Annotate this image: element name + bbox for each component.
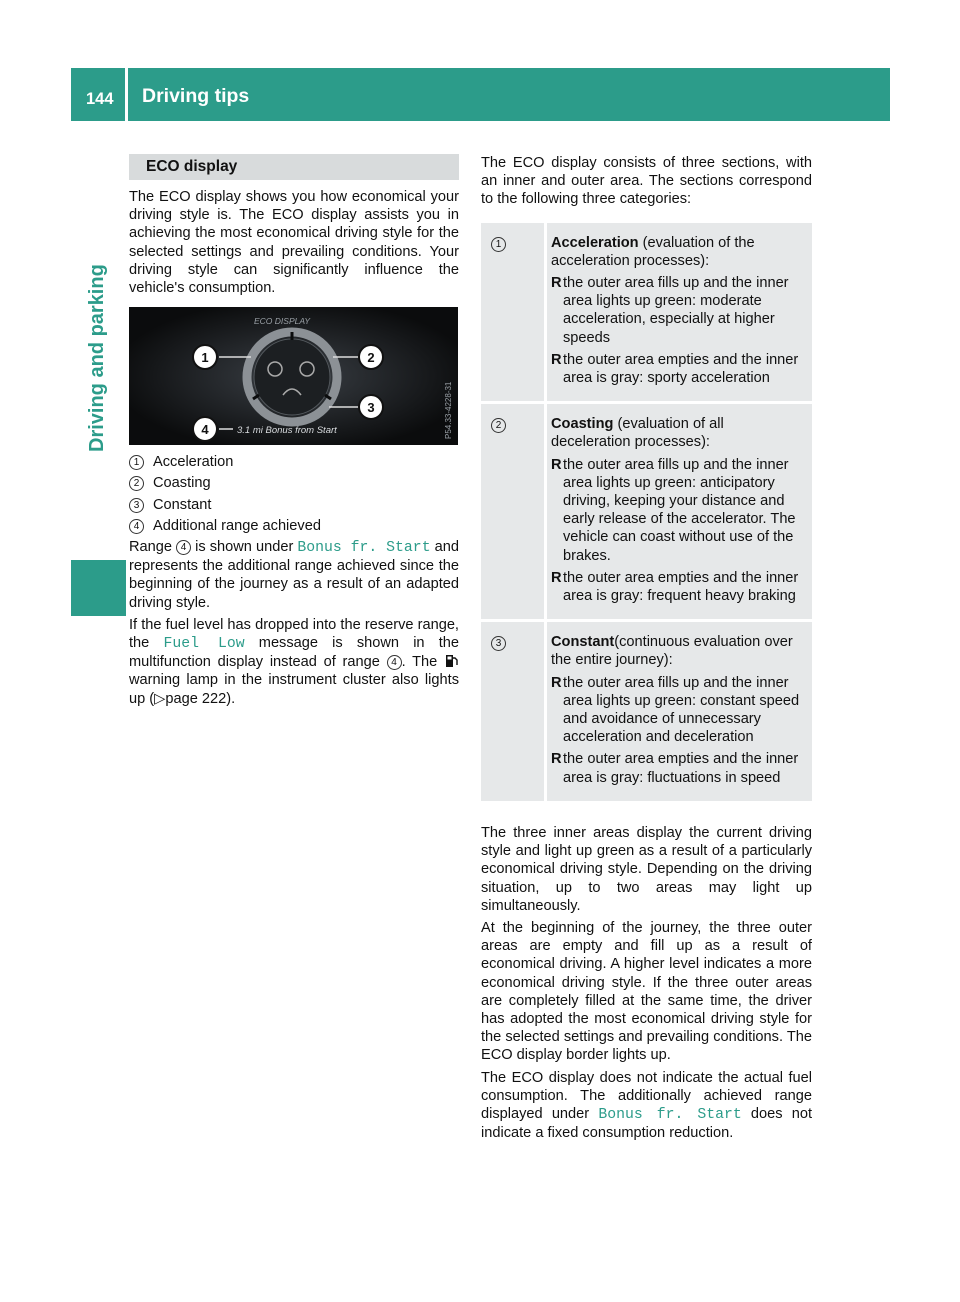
callout-number: 4 (129, 519, 144, 534)
svg-text:2: 2 (367, 350, 375, 366)
callout-2 (359, 345, 383, 369)
eco-display-illustration (129, 307, 458, 445)
list-item: R the outer area fills up and the inner area lights up green: constant speed and avoidance of unnecessary acceleration and deceleration (551, 674, 800, 746)
page-number: 144 (86, 90, 114, 108)
callout-number: 3 (491, 636, 506, 651)
table-row (481, 404, 812, 619)
right-column (481, 154, 812, 1146)
callout-number: 3 (129, 498, 144, 513)
fuel-paragraph: If the fuel level has dropped into the reserve range, the Fuel Low message is shown in the multifunction display instead of range 4 . The warning lamp in the instrument cluster also lights up (▷page 222). (129, 616, 459, 707)
svg-text:3: 3 (367, 400, 375, 416)
callout-ref: 4 (387, 655, 402, 670)
callout-3 (359, 395, 383, 419)
legend-list (129, 453, 459, 535)
eco-display-figure (129, 307, 458, 445)
callout-number: 1 (491, 237, 506, 252)
category-desc: (evaluation of the acceleration processes): (551, 234, 755, 269)
list-item: R the outer area empties and the inner area is gray: frequent heavy braking (551, 569, 799, 605)
legend-label: Constant (153, 496, 212, 513)
chapter-side-block (71, 560, 126, 616)
table-row (481, 622, 812, 801)
categories-table (481, 223, 812, 801)
figure-title: ECO DISPLAY (254, 316, 311, 327)
list-item: R the outer area fills up and the inner area lights up green: moderate acceleration, especially at higher speeds (551, 275, 789, 346)
display-message-code: Fuel Low (163, 636, 245, 653)
category-term: Constant (551, 634, 615, 651)
list-item: R the outer area empties and the inner area is gray: fluctuations in speed (551, 751, 799, 786)
category-term: Coasting (551, 416, 614, 433)
inner-areas-paragraph: The three inner areas display the current driving style and light up green as a result of a particularly economical driving style. Depending on the driving situation, up to two areas may light up simultaneously. (481, 824, 812, 914)
legend-label: Additional range achieved (153, 517, 321, 534)
legend-item (129, 453, 459, 471)
display-message-code: Bonus fr. Start (598, 1106, 742, 1123)
svg-text:4: 4 (201, 422, 209, 438)
category-desc: (continuous evaluation over the entire journey): (551, 634, 793, 669)
callout-number: 2 (491, 418, 506, 433)
chapter-side-label: Driving and parking (86, 264, 108, 452)
outer-areas-paragraph: At the beginning of the journey, the three outer areas are empty and fill up as a result of economical driving. A higher level indicates a more economical driving style. If the three outer areas are completely filled at the same time, the driver has adopted the most economical driving style for the selected settings and prevailing conditions. The ECO display border lights up. (481, 919, 812, 1064)
categories-intro: The ECO display consists of three sections, with an inner and outer area. The sections correspond to the following three categories: (481, 155, 812, 208)
table-row (481, 223, 812, 402)
legend-item (129, 496, 459, 514)
callout-number: 1 (129, 455, 144, 470)
legend-label: Acceleration (153, 454, 234, 471)
callout-number: 2 (129, 476, 144, 491)
callout-ref: 4 (176, 540, 191, 555)
page-ref-arrow: ▷ (154, 690, 166, 707)
list-item: R the outer area empties and the inner area is gray: sporty acceleration (551, 351, 799, 387)
category-term: Acceleration (551, 234, 639, 251)
legend-item (129, 474, 459, 492)
category-desc: (evaluation of all deceleration processes): (551, 416, 724, 451)
legend-label: Coasting (153, 475, 211, 492)
figure-caption: 3.1 mi Bonus from Start (237, 425, 337, 437)
callout-1 (193, 345, 217, 369)
fuel-pump-icon (444, 654, 459, 668)
list-item: R the outer area fills up and the inner area lights up green: anticipatory driving, keeping your distance and early release of the accelerator. The vehicle can coast without use of the brakes. (551, 456, 796, 564)
page-title: Driving tips (142, 85, 250, 107)
consumption-note: The ECO display does not indicate the actual fuel consumption. The additionally achieved range displayed under Bonus fr. Start does not indicate a fixed consumption reduction. (481, 1069, 812, 1142)
legend-item (129, 517, 459, 535)
figure-code: P54.33-4228-31 (444, 381, 453, 440)
left-column (129, 154, 459, 712)
svg-text:1: 1 (201, 350, 209, 366)
intro-paragraph: The ECO display shows you how economical your driving style is. The ECO display assists you in achieving the most economical driving style for the selected settings and prevailing conditions. Your driving style can significantly influence the vehicle's consumption. (129, 189, 459, 297)
header-divider (125, 68, 128, 121)
section-heading: ECO display (129, 154, 459, 180)
range-paragraph: Range 4 is shown under Bonus fr. Start and represents the additional range achieved since the beginning of the journey as a result of an adapted driving style. (129, 539, 459, 611)
display-message-code: Bonus fr. Start (297, 540, 431, 557)
callout-4 (193, 417, 217, 441)
